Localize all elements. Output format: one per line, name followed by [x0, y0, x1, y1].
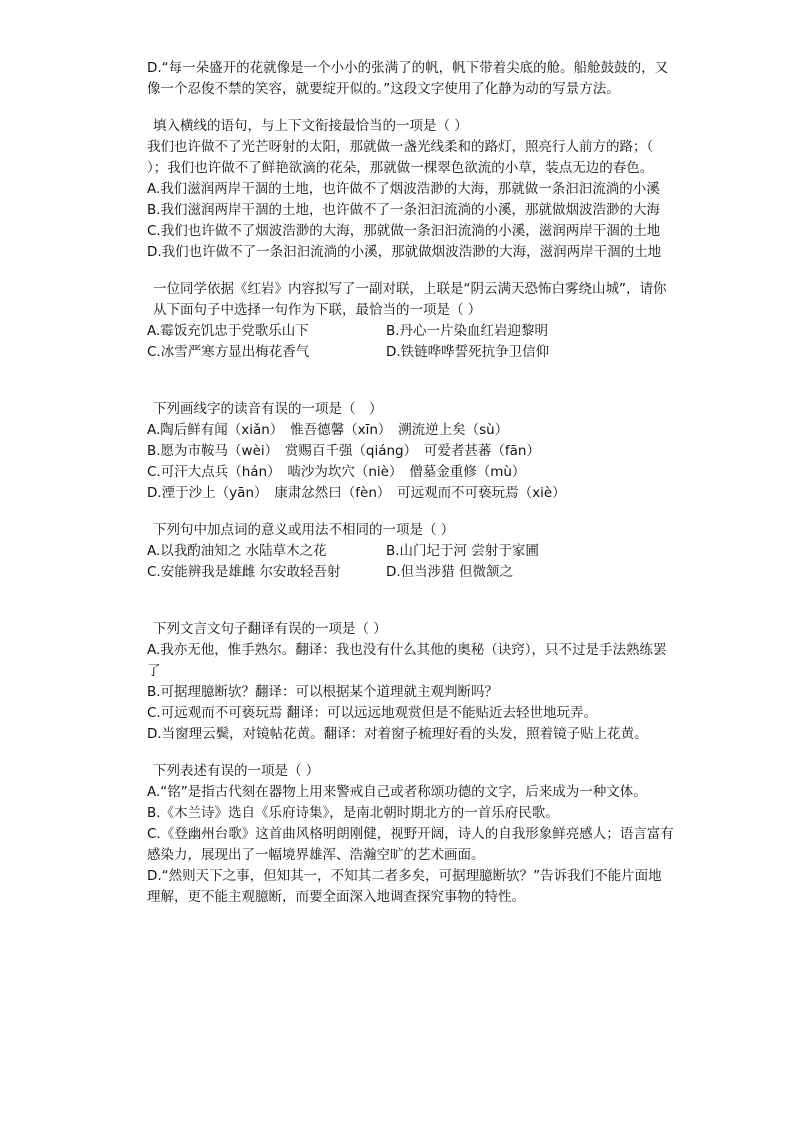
option-b: B.山门圮于河 尝射于家圃: [386, 543, 539, 559]
option-c: C.可远观而不可亵玩焉 翻译：可以远远地观赏但是不能贴近去轻世地玩弄。: [147, 705, 598, 721]
option-d: D.“然则天下之事，但知其一，不知其二者多矣，可据理臆断欤？”告诉我们不能片面地理解，更不能主观臆断，而要全面深入地调查探究事物的特性。: [147, 868, 662, 905]
question-title: 下列句中加点词的意义或用法不相同的一项是（ ）: [153, 522, 455, 538]
question-translation: [147, 619, 675, 745]
question-stem: 我们也许做不了光芒呀射的太阳，那就做一盏光线柔和的路灯，照亮行人前方的路；（ ）；我们也许做不了鲜艳欲滴的花朵，那就做一棵翠色欲流的小草，装点无边的春色。: [147, 139, 658, 176]
question-couplet: [147, 279, 675, 363]
option-d: D.铁链哗哗誓死抗争卫信仰: [386, 344, 550, 360]
option-d: D.当窗理云鬓，对镜帖花黄。翻译：对着窗子梳理好看的头发，照着镜子贴上花黄。: [147, 726, 648, 742]
option-b: B.愿为市鞍马（wèi） 赏赐百千强（qiáng） 可爱者甚蕃（fān）: [147, 443, 540, 459]
option-row: [147, 562, 675, 583]
option-c: C.《登幽州台歌》这首曲风格明朗刚健，视野开阔，诗人的自我形象鲜亮感人；语言富有感染力，展现出了一幅境界雄浑、浩瀚空旷的艺术画面。: [147, 826, 674, 863]
option-a: A.陶后鲜有闻（xiǎn） 惟吾德馨（xīn） 溯流逆上矣（sù）: [147, 422, 509, 438]
exam-page: [147, 58, 675, 908]
prev-question-option-d: D.“每一朵盛开的花就像是一个小小的张满了的帆，帆下带着尖底的舱。船舱鼓鼓的，又像一个忍俊不禁的笑容，就要绽开似的。”这段文字使用了化静为动的写景方法。: [147, 60, 669, 97]
question-statement: [147, 761, 675, 908]
option-c: C.冰雪严寒方显出梅花香气: [147, 344, 310, 360]
option-row: [147, 342, 675, 363]
question-title: 下列表述有误的一项是（ ）: [153, 763, 320, 779]
option-row: [147, 541, 675, 562]
option-a: A.以我酌油知之 水陆草木之花: [147, 543, 327, 559]
option-b: B.可据理臆断欤？翻译：可以根据某个道理就主观判断吗？: [147, 684, 499, 700]
question-title: 一位同学依据《红岩》内容拟写了一副对联，上联是“阴云满天恐怖白雾绕山城”，请你从下面句子中选择一句作为下联，最恰当的一项是（ ）: [153, 281, 667, 318]
question-word-usage: [147, 520, 675, 583]
option-a: A.我亦无他，惟手熟尔。翻译：我也没有什么其他的奥秘（诀窍），只不过是手法熟练罢了: [147, 642, 667, 679]
option-b: B.我们滋润两岸干涸的土地，也许做不了一条汩汩流淌的小溪，那就做烟波浩渺的大海: [147, 202, 661, 218]
question-title: 填入横线的语句，与上下文衔接最恰当的一项是（ ）: [153, 118, 468, 134]
option-c: C.我们也许做不了烟波浩渺的大海，那就做一条汩汩流淌的小溪，滋润两岸干涸的土地: [147, 223, 661, 239]
option-b: B.丹心一片染血红岩迎黎明: [386, 323, 549, 339]
option-d: D.但当涉猎 但微颔之: [386, 564, 513, 580]
option-c: C.可汗大点兵（hán） 啮沙为坎穴（niè） 僧墓金重修（mù）: [147, 464, 526, 480]
option-a: A.霉饭充饥忠于党歌乐山下: [147, 323, 309, 339]
option-c: C.安能辨我是雄雌 尔安敢轻吾射: [147, 564, 341, 580]
option-a: A.“铭”是指古代刻在器物上用来警戒自己或者称颂功德的文字，后来成为一种文体。: [147, 784, 647, 800]
question-pronunciation: [147, 399, 675, 504]
option-a: A.我们滋润两岸干涸的土地，也许做不了烟波浩渺的大海，那就做一条汩汩流淌的小溪: [147, 181, 660, 197]
question-fill-in: [147, 116, 675, 263]
question-title: 下列文言文句子翻译有误的一项是（ ）: [153, 621, 387, 637]
question-title: 下列画线字的读音有误的一项是（ ）: [153, 401, 383, 417]
option-row: [147, 321, 675, 342]
option-b: B.《木兰诗》选自《乐府诗集》，是南北朝时期北方的一首乐府民歌。: [147, 805, 559, 821]
option-d: D.我们也许做不了一条汩汩流淌的小溪，那就做烟波浩渺的大海，滋润两岸干涸的土地: [147, 244, 662, 260]
option-d: D.湮于沙上（yān） 康肃忿然曰（fèn） 可远观而不可亵玩焉（xiè）: [147, 485, 566, 501]
